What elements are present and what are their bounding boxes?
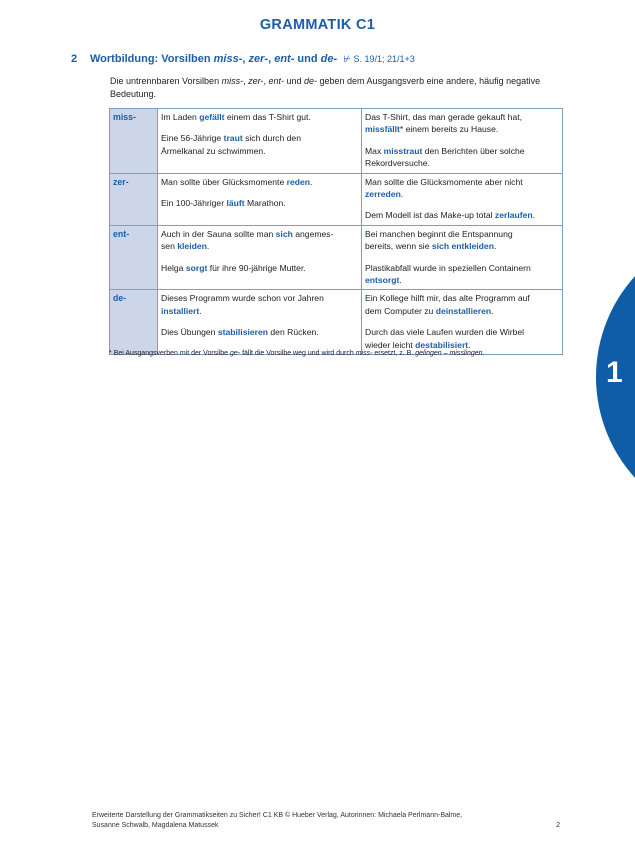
intro-text-part: , (243, 76, 249, 86)
example-sentence (161, 262, 358, 274)
footnote (109, 350, 579, 357)
section-number: 2 (71, 53, 78, 65)
sentence-line (365, 176, 559, 188)
intro-prefix: zer- (248, 76, 264, 86)
sentence-text: Helga (161, 262, 186, 273)
highlighted-verb: läuft (226, 198, 245, 209)
sentence-text: angemes- (292, 228, 334, 239)
base-verb-cell (158, 225, 362, 290)
sentence-text: den Rücken. (268, 327, 319, 338)
sentence-line (161, 292, 358, 304)
section-title-and: und (294, 53, 321, 65)
sentence-line (365, 188, 559, 200)
sentence-text: . (491, 305, 494, 316)
highlighted-verb: gefällt (199, 112, 225, 122)
prefix-cell: zer- (110, 173, 158, 225)
footer-line: Erweiterte Darstellung der Grammatikseiten zu Sicher! C1 KB © Hueber Verlag, Autorinnen: Michaela Perlmann-Balme, (92, 812, 463, 819)
sentence-text: Ärmelkanal zu schwimmen. (161, 145, 266, 156)
sentence-text: Ein Kollege hilft mir, das alte Programm auf (365, 293, 530, 304)
intro-prefix: miss- (221, 76, 244, 86)
section-title-prefix: miss- (213, 53, 243, 65)
sentence-line (365, 209, 559, 221)
sentence-text: sen (161, 241, 178, 252)
highlighted-verb: missfällt (365, 124, 400, 135)
highlighted-verb: installiert (161, 305, 200, 316)
highlighted-verb: zerlaufen (494, 210, 533, 221)
sentence-text: Plastikabfall wurde in speziellen Containern (365, 262, 531, 273)
table-row (110, 290, 563, 355)
prefix-table (109, 108, 563, 355)
footer-credits (92, 811, 562, 830)
example-sentence (365, 262, 559, 287)
sentence-line (161, 197, 358, 209)
sentence-text: Im Laden (161, 112, 200, 122)
prefix-cell: miss- (110, 109, 158, 174)
sentence-text: Man sollte über Glücksmomente (161, 176, 287, 187)
intro-prefix: de- (304, 76, 318, 86)
example-sentence (161, 326, 358, 338)
sentence-line (365, 157, 559, 169)
table-row (110, 173, 563, 225)
base-verb-cell (158, 109, 362, 174)
sentence-line (161, 132, 358, 144)
page-title: GRAMMATIK C1 (259, 17, 376, 33)
table-row (110, 109, 563, 174)
sentence-text: wieder leicht (365, 339, 416, 350)
sentence-line (161, 326, 358, 338)
section-title-separator: , (242, 53, 249, 65)
sentence-text: . (310, 176, 313, 187)
highlighted-verb: stabilisieren (217, 327, 269, 338)
example-sentence (161, 292, 358, 317)
example-sentence (365, 209, 559, 221)
sentence-text: Das T-Shirt, das man gerade gekauft hat, (365, 112, 523, 122)
sentence-text: Dem Modell ist das Make-up total (365, 210, 495, 221)
sentence-text: * einem bereits zu Hause. (399, 124, 499, 135)
highlighted-verb: destabilisiert (415, 339, 469, 350)
base-verb-cell (158, 290, 362, 355)
sentence-line (365, 326, 559, 338)
sentence-text: Auch in der Sauna sollte man (161, 228, 276, 239)
base-verb-cell (158, 173, 362, 225)
intro-text (110, 75, 550, 101)
sentence-text: Marathon. (244, 198, 286, 209)
sentence-line (365, 123, 559, 135)
sentence-text: . (532, 210, 536, 221)
highlighted-verb: traut (223, 133, 243, 144)
sentence-line (365, 292, 559, 304)
sentence-line (365, 228, 559, 240)
sentence-text: Bei manchen beginnt die Entspannung (365, 228, 513, 239)
footnote-prefix: miss- (355, 350, 373, 357)
highlighted-verb: misstraut (383, 145, 423, 156)
highlighted-verb: zerreden (365, 189, 401, 200)
footer-line: Susanne Schwalb, Magdalena Matussek (92, 821, 219, 829)
prefixed-verb-cell (362, 109, 563, 174)
sentence-text: den Berichten über solche (422, 145, 525, 156)
sentence-text: . (399, 275, 402, 286)
footnote-text: fällt die Vorsilbe weg und wird durch (240, 350, 356, 357)
sentence-text: . (400, 189, 404, 200)
sentence-line (161, 111, 358, 123)
intro-text-part: Die untrennbaren Vorsilben (110, 76, 222, 86)
sentence-text: sich durch den (242, 133, 301, 144)
highlighted-verb: deinstallieren (435, 305, 492, 316)
section-title-lead: Wortbildung: Vorsilben (90, 53, 214, 65)
page-number: 2 (556, 820, 561, 829)
section-title-prefix: ent- (274, 53, 295, 65)
sentence-text: für ihre 90-jährige Mutter. (207, 262, 306, 273)
prefixed-verb-cell (362, 173, 563, 225)
highlighted-verb: sorgt (185, 262, 208, 273)
footnote-example: gelingen – misslingen (415, 350, 483, 357)
highlighted-verb: entsorgt (365, 275, 400, 286)
sentence-text: Ein 100-Jähriger (161, 198, 227, 209)
example-sentence (365, 176, 559, 201)
footnote-text: ersetzt, z. B. (372, 350, 416, 357)
example-sentence (365, 292, 559, 317)
highlighted-verb: reden (286, 176, 311, 187)
example-sentence (161, 176, 358, 188)
prefix-table-body (110, 109, 563, 355)
sentence-text: bereits, wenn sie (365, 241, 432, 252)
sentence-text: Man sollte die Glücksmomente aber nicht (365, 176, 523, 187)
intro-text-part: und (283, 76, 304, 86)
table-row (110, 225, 563, 290)
example-sentence (365, 228, 559, 253)
footnote-text: * Bei Ausgangsverben mit der Vorsilbe (109, 350, 231, 357)
example-sentence (161, 228, 358, 253)
example-sentence (161, 132, 358, 157)
sentence-line (365, 262, 559, 274)
intro-text-part: geben dem Ausgangsverb eine andere, häufig negative Bedeutung. (110, 76, 541, 99)
section-title-prefix: de- (320, 53, 338, 65)
example-sentence (365, 111, 559, 136)
example-sentence (365, 326, 559, 351)
sentence-line (365, 145, 559, 157)
sentence-line (365, 274, 559, 286)
example-sentence (365, 145, 559, 170)
sentence-line (365, 240, 559, 252)
sentence-line (161, 228, 358, 240)
intro-text-part: , (263, 76, 269, 86)
sentence-text: Eine 56-Jährige (161, 133, 224, 144)
section-title-prefix: zer- (248, 53, 269, 65)
sentence-text: . (199, 305, 202, 316)
prefixed-verb-cell (362, 290, 563, 355)
sentence-text: Max (365, 145, 384, 156)
cross-reference: ⊬ S. 19/1; 21/1+3 (343, 54, 415, 64)
sentence-line (365, 111, 559, 123)
footnote-text: . (482, 350, 485, 357)
sentence-text: Durch das viele Laufen wurden die Wirbel (365, 327, 525, 338)
sentence-line (161, 262, 358, 274)
example-sentence (161, 111, 358, 123)
sentence-text: . (493, 241, 497, 252)
sentence-text: . (206, 241, 210, 252)
sentence-text: Dies Übungen (161, 327, 218, 338)
highlighted-verb: sich (275, 228, 293, 239)
chapter-number: 1 (606, 356, 623, 389)
highlighted-verb: kleiden (177, 241, 207, 252)
sentence-text: dem Computer zu (365, 305, 436, 316)
sentence-line (365, 305, 559, 317)
prefix-cell: ent- (110, 225, 158, 290)
example-sentence (161, 197, 358, 209)
sentence-line (161, 176, 358, 188)
prefixed-verb-cell (362, 225, 563, 290)
sentence-line (161, 145, 358, 157)
sentence-line (161, 305, 358, 317)
prefix-cell: de- (110, 290, 158, 355)
section-title-separator: , (268, 53, 275, 65)
sentence-text: Dieses Programm wurde schon vor Jahren (161, 293, 324, 304)
sentence-line (161, 240, 358, 252)
footnote-prefix: ge- (230, 350, 241, 357)
sentence-text: einem das T-Shirt gut. (224, 112, 311, 122)
sentence-text: Rekordversuche. (365, 158, 430, 169)
highlighted-verb: sich entkleiden (431, 241, 494, 252)
sentence-text: . (468, 339, 471, 350)
intro-prefix: ent- (268, 76, 284, 86)
section-heading (71, 53, 571, 65)
